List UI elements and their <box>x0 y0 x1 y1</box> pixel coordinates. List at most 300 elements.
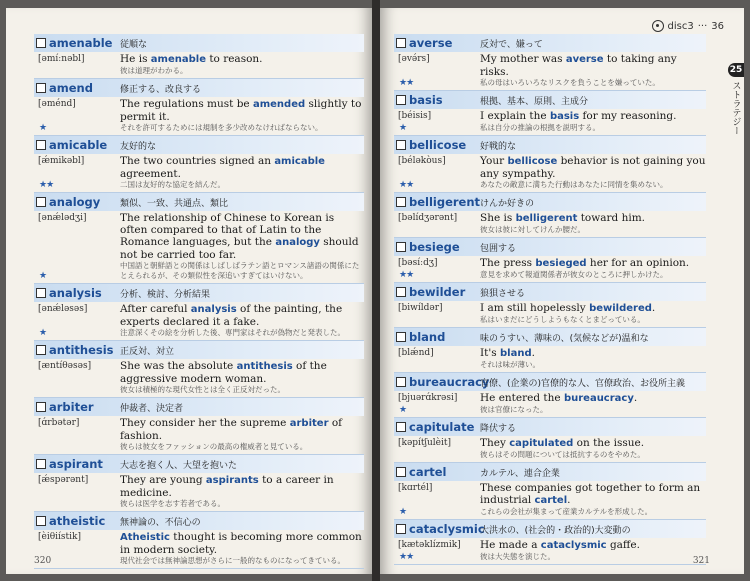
checkbox-icon[interactable] <box>36 402 46 412</box>
chapter-tab <box>728 63 744 139</box>
example-post: thought is becoming more common in modern society. <box>120 531 362 556</box>
example-post: of fashion. <box>120 417 343 442</box>
example-japanese: 私は自分の推論の根拠を説明する。 <box>480 123 600 132</box>
example-keyword: analogy <box>275 237 320 248</box>
left-entry-list <box>34 34 364 569</box>
example-keyword: cartel <box>534 495 568 506</box>
pronunciation: [əvə́rs] <box>398 54 430 64</box>
vocab-entry <box>34 341 364 398</box>
example-post: behavior is not gaining you any sympathy. <box>480 155 706 180</box>
checkbox-icon[interactable] <box>396 422 406 432</box>
vocab-entry <box>34 455 364 512</box>
headword-text: averse <box>409 36 453 50</box>
pronunciation: [bjuərɑ́krəsi] <box>398 393 458 403</box>
entry-header <box>34 193 364 211</box>
example-pre: They consider her the supreme <box>120 417 290 429</box>
example <box>480 256 706 282</box>
entry-side <box>394 256 480 282</box>
example-keyword: belligerent <box>515 213 578 224</box>
entry-side <box>394 211 480 237</box>
example-keyword: arbiter <box>289 418 329 429</box>
vocab-entry <box>394 34 706 91</box>
example-post: to reason. <box>205 53 263 65</box>
example-english <box>480 155 706 180</box>
entry-body <box>394 538 706 564</box>
vocab-entry <box>394 328 706 373</box>
example-keyword: bellicose <box>507 156 558 167</box>
example-keyword: amended <box>252 99 306 110</box>
checkbox-icon[interactable] <box>36 140 46 150</box>
importance-stars: ★ <box>39 271 47 281</box>
vocab-entry <box>394 193 706 238</box>
entry-side <box>34 302 120 340</box>
entry-header <box>394 91 706 109</box>
entry-meaning: 正反対、対立 <box>120 346 175 357</box>
example-keyword: bland <box>499 348 532 359</box>
example-japanese: 彼らは彼女をファッションの最高の権威者と見ている。 <box>120 442 308 451</box>
checkbox-icon[interactable] <box>396 197 406 207</box>
entry-header <box>34 512 364 530</box>
entry-side <box>34 416 120 454</box>
entry-meaning: 好戦的な <box>480 141 517 152</box>
vocab-entry <box>394 520 706 565</box>
example-japanese: 注意深くその絵を分析した後、専門家はそれが偽物だと発表した。 <box>120 328 345 337</box>
example-english <box>120 303 364 328</box>
vocab-entry <box>34 79 364 136</box>
example-english <box>120 155 364 180</box>
example-english <box>480 347 706 360</box>
checkbox-icon[interactable] <box>396 467 406 477</box>
example-japanese: あなたの敵意に満ちた行動はあなたに同情を集めない。 <box>480 180 668 189</box>
example-keyword: amenable <box>150 54 206 65</box>
example-english <box>120 98 364 123</box>
example <box>120 154 364 192</box>
example-pre: They <box>480 437 510 449</box>
entry-meaning: 無神論の、不信心の <box>120 517 201 528</box>
entry-body <box>394 346 706 372</box>
pronunciation: [ǽmikəbl] <box>38 156 85 166</box>
example-pre: She was the absolute <box>120 360 237 372</box>
headword-text: capitulate <box>409 420 475 434</box>
entry-body <box>34 97 364 135</box>
vocab-entry <box>394 238 706 283</box>
headword <box>394 93 480 107</box>
example-english <box>480 212 706 225</box>
headword-text: amend <box>49 81 93 95</box>
headword-text: bland <box>409 330 446 344</box>
entry-side <box>34 97 120 135</box>
headword <box>394 420 480 434</box>
pronunciation: [kӕtəklízmik] <box>398 540 461 550</box>
headword <box>34 400 120 414</box>
track-separator: ··· <box>697 20 708 32</box>
pronunciation: [æntíθəsəs] <box>38 361 92 371</box>
vocab-entry <box>34 34 364 79</box>
example-post: slightly to permit it. <box>120 98 362 123</box>
example-post: should not be carried too far. <box>120 236 359 261</box>
importance-stars: ★★ <box>399 270 414 280</box>
entry-body <box>394 154 706 192</box>
headword <box>394 330 480 344</box>
headword <box>34 36 120 50</box>
entry-side <box>34 473 120 511</box>
headword <box>394 285 480 299</box>
example-keyword: bewildered <box>589 303 652 314</box>
example <box>120 530 364 568</box>
headword <box>394 195 480 209</box>
entry-header <box>394 136 706 154</box>
chapter-tab-number: 25 <box>729 65 743 75</box>
example-post: of the aggressive modern woman. <box>120 360 327 385</box>
example-english <box>120 360 364 385</box>
entry-body <box>394 109 706 135</box>
entry-body <box>34 52 364 78</box>
entry-side <box>34 359 120 397</box>
example-post: toward him. <box>577 212 645 224</box>
example-japanese: 彼女は彼に対してけんか腰だ。 <box>480 225 585 234</box>
vocab-entry <box>34 284 364 341</box>
entry-body <box>394 211 706 237</box>
checkbox-icon[interactable] <box>396 95 406 105</box>
example <box>480 301 706 327</box>
checkbox-icon[interactable] <box>396 377 406 387</box>
example <box>480 481 706 519</box>
example-keyword: bureaucracy <box>563 393 634 404</box>
example-post: . <box>651 302 656 314</box>
example <box>480 211 706 237</box>
example-japanese: それは味が薄い。 <box>480 360 540 369</box>
example-japanese: 彼らは医学を志す若者である。 <box>120 499 225 508</box>
example-post: gaffe. <box>606 539 640 551</box>
entry-header <box>34 455 364 473</box>
example-japanese: 彼は官僚になった。 <box>480 405 548 414</box>
entry-body <box>394 391 706 417</box>
example-keyword: antithesis <box>236 361 293 372</box>
example-english <box>480 437 706 450</box>
entry-side <box>394 436 480 462</box>
example-english <box>120 474 364 499</box>
example-pre: These companies got together to form an industrial <box>480 482 701 506</box>
vocab-entry <box>394 283 706 328</box>
example-english <box>480 482 706 507</box>
headword <box>34 81 120 95</box>
entry-body <box>34 530 364 568</box>
headword-text: amicable <box>49 138 108 152</box>
entry-side <box>394 109 480 135</box>
pronunciation: [bəsíːdʒ] <box>398 258 438 268</box>
left-page <box>6 8 372 574</box>
example-pre: After careful <box>120 303 191 315</box>
checkbox-icon[interactable] <box>396 38 406 48</box>
entry-body <box>34 211 364 283</box>
checkbox-icon[interactable] <box>36 83 46 93</box>
headword-text: bellicose <box>409 138 467 152</box>
vocab-entry <box>394 463 706 520</box>
importance-stars: ★ <box>39 123 47 133</box>
example-english <box>480 110 706 123</box>
example-pre: The two countries signed an <box>120 155 275 167</box>
headword-text: cartel <box>409 465 447 479</box>
importance-stars: ★★ <box>39 180 54 190</box>
cd-icon <box>652 20 664 32</box>
example-post: . <box>633 392 638 404</box>
example-english <box>120 531 364 556</box>
entry-body <box>394 256 706 282</box>
audio-track-label <box>652 20 724 32</box>
headword-text: belligerent <box>409 195 481 209</box>
example-japanese: 私の母はいろいろなリスクを負うことを嫌っていた。 <box>480 78 660 87</box>
headword-text: analogy <box>49 195 101 209</box>
vocab-entry <box>34 512 364 569</box>
example <box>120 52 364 78</box>
entry-side <box>394 481 480 519</box>
headword <box>34 195 120 209</box>
example-japanese: 二国は友好的な協定を結んだ。 <box>120 180 225 189</box>
track-label: 36 <box>711 20 724 32</box>
pronunciation: [béisis] <box>398 111 432 121</box>
checkbox-icon[interactable] <box>36 38 46 48</box>
example <box>480 436 706 462</box>
headword-text: basis <box>409 93 443 107</box>
entry-header <box>34 341 364 359</box>
example-post: on the issue. <box>573 437 645 449</box>
example-pre: The relationship of Chinese to Korean is often compared to that of Latin to the Romance languages, but the <box>120 212 335 248</box>
entry-header <box>394 193 706 211</box>
right-page <box>380 8 744 574</box>
checkbox-icon[interactable] <box>36 288 46 298</box>
entry-meaning: 大志を抱く人、大望を抱いた <box>120 460 238 471</box>
example <box>120 416 364 454</box>
checkbox-icon[interactable] <box>396 140 406 150</box>
example-english <box>480 539 706 552</box>
importance-stars: ★ <box>399 123 407 133</box>
example-pre: He entered the <box>480 392 564 404</box>
checkbox-icon[interactable] <box>396 242 406 252</box>
checkbox-icon[interactable] <box>36 345 46 355</box>
entry-meaning: 根拠、基本、原則、主成分 <box>480 96 589 107</box>
entry-meaning: 大洪水の、(社会的・政治的)大変動の <box>480 525 631 536</box>
example-japanese: 意見を求めて報道関係者が彼女のところに押しかけた。 <box>480 270 668 279</box>
example-post: her for an opinion. <box>586 257 690 269</box>
entry-body <box>34 359 364 397</box>
headword-text: bureaucracy <box>409 375 490 389</box>
entry-meaning: 降伏する <box>480 423 517 434</box>
example-keyword: amicable <box>274 156 325 167</box>
entry-side <box>34 52 120 78</box>
pronunciation: [biwíldər] <box>398 303 443 313</box>
entry-header <box>34 284 364 302</box>
headword <box>394 522 485 536</box>
example-japanese: 彼は大失態を演じた。 <box>480 552 555 561</box>
entry-header <box>394 238 706 256</box>
entry-header <box>34 79 364 97</box>
example <box>480 538 706 564</box>
entry-body <box>394 436 706 462</box>
entry-body <box>34 154 364 192</box>
headword <box>34 514 120 528</box>
headword-text: atheistic <box>49 514 106 528</box>
example-japanese: 彼女は積極的な現代女性とは全く正反対だった。 <box>120 385 285 394</box>
pronunciation: [bəlídʒərənt] <box>398 213 458 223</box>
pronunciation: [əménd] <box>38 99 76 109</box>
entry-side <box>394 346 480 372</box>
example-keyword: besieged <box>535 258 587 269</box>
example <box>120 97 364 135</box>
example-english <box>480 302 706 315</box>
entry-side <box>394 391 480 417</box>
chapter-tab-text: ストラテジー <box>730 81 741 135</box>
entry-meaning: 官僚、(企業の)官僚的な人、官僚政治、お役所主義 <box>480 378 686 389</box>
entry-meaning: 類似、一致、共通点、類比 <box>120 198 229 209</box>
entry-side <box>394 538 480 564</box>
example <box>120 359 364 397</box>
headword-text: cataclysmic <box>409 522 485 536</box>
importance-stars: ★★ <box>399 180 414 190</box>
example-japanese: 中国語と朝鮮語との関係はしばしばラテン語とロマンス諸語の関係にたとえられるが、その類似性を深追いすぎてはいけない。 <box>120 261 360 280</box>
checkbox-icon[interactable] <box>396 332 406 342</box>
example-keyword: cataclysmic <box>540 540 607 551</box>
headword <box>34 343 120 357</box>
entry-meaning: 従順な <box>120 39 148 50</box>
example-pre: The regulations must be <box>120 98 253 110</box>
example-pre: She is <box>480 212 516 224</box>
example-pre: They are young <box>120 474 206 486</box>
entry-header <box>394 283 706 301</box>
example <box>480 154 706 192</box>
headword <box>394 240 480 254</box>
headword <box>34 286 120 300</box>
entry-header <box>394 373 706 391</box>
example-pre: Your <box>480 155 508 167</box>
example-keyword: aspirants <box>205 475 259 486</box>
headword-text: amenable <box>49 36 113 50</box>
pronunciation: [kəpítʃulèit] <box>398 438 451 448</box>
pronunciation: [ənǽlədʒi] <box>38 213 87 223</box>
example-japanese: これらの会社が集まって産業カルテルを形成した。 <box>480 507 653 516</box>
entry-meaning: 狼狽させる <box>480 288 526 299</box>
example-keyword: averse <box>565 54 604 65</box>
example-english <box>120 53 364 66</box>
example-post: to a career in medicine. <box>120 474 334 499</box>
entry-side <box>394 154 480 192</box>
headword <box>34 138 120 152</box>
entry-meaning: けんか好きの <box>480 198 535 209</box>
right-entry-list <box>394 34 706 565</box>
entry-meaning: カルテル、連合企業 <box>480 468 560 479</box>
vocab-entry <box>394 91 706 136</box>
headword <box>394 138 480 152</box>
example-pre: He is <box>120 53 151 65</box>
headword <box>394 375 490 389</box>
pronunciation: [ənǽləsəs] <box>38 304 88 314</box>
example-post: . <box>531 347 535 359</box>
entry-meaning: 包囲する <box>480 243 517 254</box>
example-post: agreement. <box>120 168 181 180</box>
entry-meaning: 友好的な <box>120 141 157 152</box>
entry-header <box>34 398 364 416</box>
example-japanese: 彼は道理がわかる。 <box>120 66 188 75</box>
entry-meaning: 分析、検討、分析結果 <box>120 289 211 300</box>
pronunciation: [blǽnd] <box>398 348 434 358</box>
vocab-entry <box>34 193 364 284</box>
importance-stars: ★★ <box>399 552 414 562</box>
example-pre: He made a <box>480 539 541 551</box>
example <box>480 109 706 135</box>
vocab-entry <box>394 136 706 193</box>
headword-text: analysis <box>49 286 102 300</box>
entry-side <box>394 301 480 327</box>
pronunciation: [ɑ́rbətər] <box>38 418 80 428</box>
example-japanese: 彼らはその問題については抵抗するのをやめた。 <box>480 450 645 459</box>
example-english <box>480 257 706 270</box>
importance-stars: ★★ <box>399 78 414 88</box>
example-keyword: capitulated <box>509 438 574 449</box>
example-post: to taking any risks. <box>480 53 677 78</box>
example-keyword: basis <box>549 111 580 122</box>
entry-body <box>34 473 364 511</box>
example-pre: I explain the <box>480 110 550 122</box>
entry-body <box>394 481 706 519</box>
entry-header <box>34 34 364 52</box>
checkbox-icon[interactable] <box>36 197 46 207</box>
example-japanese: 私はいまだにどうしようもなくとまどっている。 <box>480 315 645 324</box>
example <box>120 302 364 340</box>
example <box>480 52 706 90</box>
headword-text: aspirant <box>49 457 103 471</box>
example-post: of the painting, the experts declared it a fake. <box>120 303 343 328</box>
vocab-entry <box>34 136 364 193</box>
entry-body <box>34 302 364 340</box>
headword-text: bewilder <box>409 285 466 299</box>
entry-header <box>394 328 706 346</box>
importance-stars: ★ <box>399 405 407 415</box>
vocab-entry <box>394 373 706 418</box>
checkbox-icon[interactable] <box>36 516 46 526</box>
entry-header <box>394 520 706 538</box>
checkbox-icon[interactable] <box>396 287 406 297</box>
example <box>120 473 364 511</box>
example-pre: I am still hopelessly <box>480 302 590 314</box>
book-gutter <box>372 0 380 581</box>
example-english <box>480 53 706 78</box>
entry-header <box>394 418 706 436</box>
checkbox-icon[interactable] <box>36 459 46 469</box>
entry-meaning: 反対で、嫌って <box>480 39 543 50</box>
headword-text: antithesis <box>49 343 114 357</box>
example-post: . <box>567 494 571 506</box>
checkbox-icon[interactable] <box>396 524 406 534</box>
headword <box>394 36 480 50</box>
example-english <box>480 392 706 405</box>
headword <box>394 465 480 479</box>
example-japanese: それを許可するためには規制を多少改めなければならない。 <box>120 123 323 132</box>
entry-meaning: 修正する、改良する <box>120 84 202 95</box>
entry-meaning: 仲裁者、決定者 <box>120 403 184 414</box>
example <box>120 211 364 283</box>
entry-meaning: 味のうすい、薄味の、(気候などが)温和な <box>480 333 649 344</box>
example-japanese: 現代社会では無神論思想がさらに一般的なものになってきている。 <box>120 556 345 565</box>
importance-stars: ★ <box>399 507 407 517</box>
vocab-entry <box>394 418 706 463</box>
entry-body <box>34 416 364 454</box>
pronunciation: [èiθiístik] <box>38 532 81 542</box>
example-pre: It's <box>480 347 500 359</box>
example-english <box>120 212 364 261</box>
example-english <box>120 417 364 442</box>
example-post: for my reasoning. <box>579 110 677 122</box>
entry-side <box>34 154 120 192</box>
pronunciation: [əmíːnəbl] <box>38 54 85 64</box>
